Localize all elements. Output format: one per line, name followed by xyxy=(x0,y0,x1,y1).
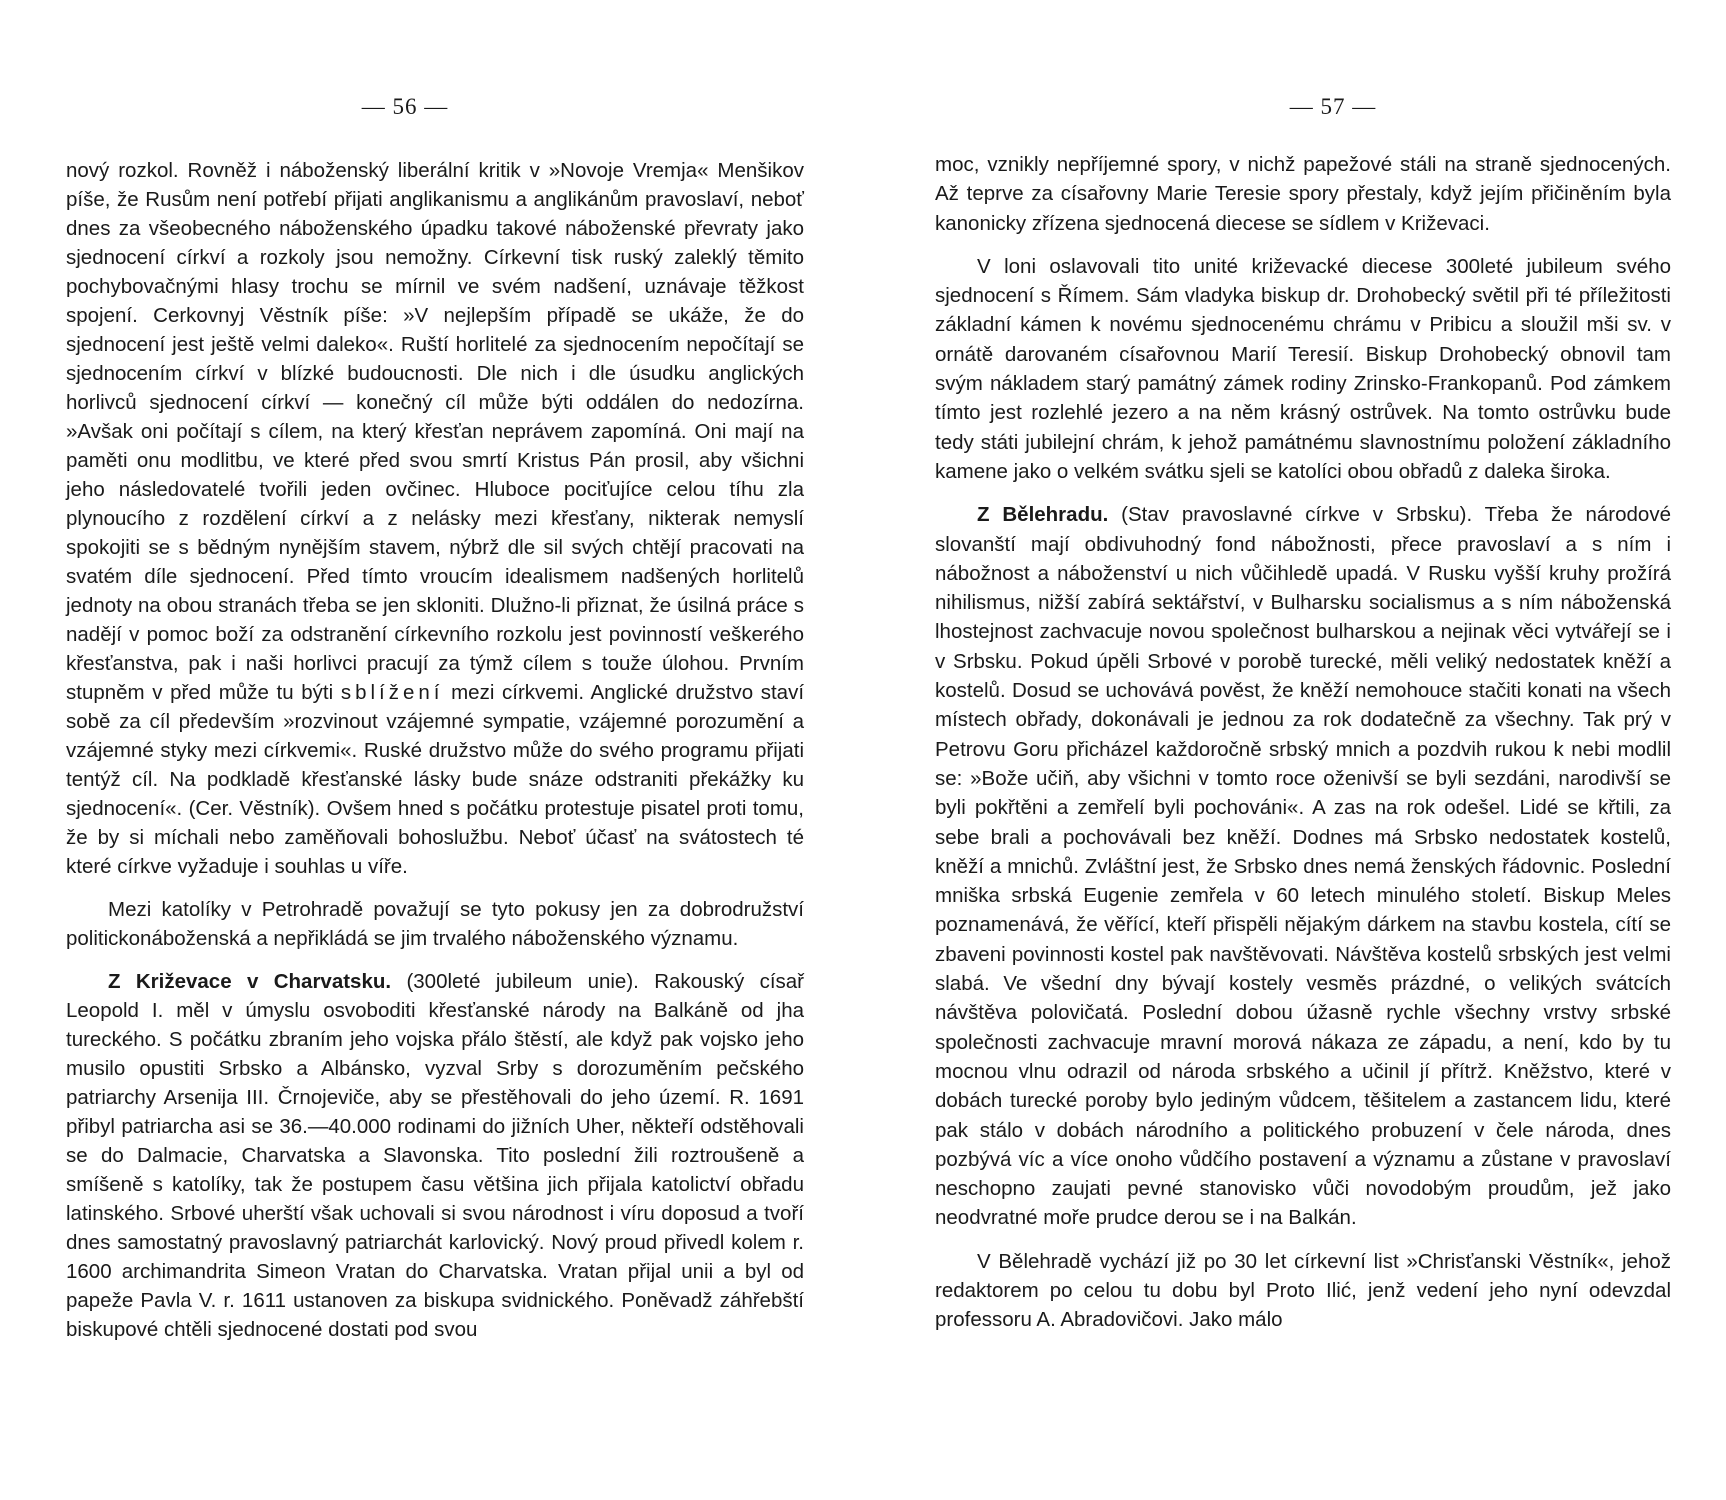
paragraph: V Bělehradě vychází již po 30 let církevní list »Chrisťanski Věstník«, jehož redaktorem po celou tu dobu byl Proto Ilić, jenž vedení jeho nyní odevzdal professoru A. Abradovičovi. Jako málo xyxy=(935,1249,1671,1332)
paragraph xyxy=(66,967,804,1344)
paragraph-text: nový rozkol. Rovněž i náboženský liberální kritik v »Novoje Vremja« Menšikov píše, že Rusům není potřebí přijati anglikanismu a anglikánům pravoslaví, neboť dnes za všeobecného náboženského úpadku takové náboženské převraty jako sjednocení církví a rozkoly jsou nemožny. Církevní tisk ruský zaleklý těmito pochybovačnými hlasy trochu se mírnil ve svém nadšení, uznávaje těžkost spojení. Cerkovnyj Věstník píše: »V nejlepším případě se ukáže, že do sjednocení jest ještě velmi daleko«. Ruští horlitelé za sjednocením nepočítají se sjednocením církví v blízké budoucnosti. Dle nich i dle úsudku anglických horlivců sjednocení církví — konečný cíl může býti oddálen do nedozírna. »Avšak oni počítají s cílem, na který křesťan neprávem zapomíná. Oni mají na paměti onu modlitbu, ve které před svou smrtí Kristus Pán prosil, aby všichni jeho následovatelé tvořili jeden ovčinec. Hluboce pociťujíce celou tíhu zla plynoucího z rozdělení církví a z nelásky mezi křesťany, nikterak nemyslí spokojiti se s bědným nynějším stavem, nýbrž dle sil svých chtějí pracovati na svatém díle sjednocení. Před tímto vroucím idealismem nadšených horlitelů jednoty na obou stranách třeba se jen skloniti. Dlužno-li přiznat, že úsilná práce s nadějí v pomoc boží za odstranění církevního rozkolu jest povinností veškerého křesťanstva, pak i naši horlivci pracují za týmž cílem s touže úlohou. Prvním stupněm v před může tu býti xyxy=(66,159,804,704)
paragraph-text: (Stav pravoslavné církve v Srbsku). Třeba že národové slovanští mají obdivuhodný fond nábožnosti, přece pravoslaví a s ním i nábožnost a náboženství u nich vůčihledě upadá. V Rusku vyšší kruhy prožírá nihilismus, nižší zabírá sektářství, v Bulharsku socialismus a s ním náboženská lhostejnost zachvacuje novou společnost bulharskou a nejinak věci vytvářejí se i v Srbsku. Pokud úpěli Srbové v porobě turecké, měli veliký nedostatek kněží a kostelů. Dosud se uchovává pověst, že kněží nemohouce stačiti konati na všech místech obřady, dokonávali je jednou za rok dodatečně za všechny. Tak prý v Petrovu Goru přicházel každoročně srbský mnich a pozdvih rukou k nebi modlil se: »Bože učiň, aby všichni v tomto roce oženivší se byli sezdáni, narodivší se byli pokřtěni a zemřelí byli pochováni«. A zas na rok odešel. Lidé se křtili, za sebe brali a pochovávali bez kněží. Dodnes má Srbsko nedostatek kostelů, kněží a mnichů. Zvláštní jest, že Srbsko dnes nemá ženských řádovnic. Poslední mniška srbská Eugenie zemřela v 60 letech minulého století. Biskup Meles poznamenává, že věřící, kteří přispěli nějakým dárkem na stavbu kostela, cítí se zbaveni povinnosti kostel pak navštěvovati. Návštěva kostelů srbských jest velmi slabá. Ve všední dny bývají kostely vesměs prázdné, o velikých svátcích návštěva polovičatá. Poslední dobou úžasně rychle všechny vrstvy srbské společnosti zachvacuje mravní morová nákaza ze západu, a není, kdo by tu mocnou vlnu odrazil od národa srbského a učinil jí přítrž. Kněžstvo, které v dobách turecké poroby bylo jediným vůdcem, těšitelem a zastancem lidu, které pak stálo v dobách národního a politického probuzení v čele národa, dnes pozbývá víc a více onoho vůdčího postavení a významu a zůstane v pravoslaví neschopno zaujati pevné stanovisko vůči novodobým proudům, jež jako neodvratné moře prudce derou se i na Balkán. xyxy=(935,503,1671,1230)
paragraph-text-continued: mezi církvemi. Anglické družstvo staví sobě za cíl především »rozvinout vzájemné sympatie, vzájemné porozumění a vzájemné styky mezi církvemi«. Ruské družstvo může do svého programu přijati tentýž cíl. Na podkladě křesťanské lásky bude snáze odstraniti překážky ku sjednocení«. (Cer. Věstník). Ovšem hned s počátku protestuje pisatel proti tomu, že by si míchali nebo zaměňovali bohoslužbu. Neboť účasť na svátostech té které církve vyžaduje i souhlas u víře. xyxy=(66,681,805,878)
spaced-word: sblížení xyxy=(340,681,444,704)
paragraph: Mezi katolíky v Petrohradě považují se tyto pokusy jen za dobrodružství politickonáboženská a nepřikládá se jim trvalého náboženského významu. xyxy=(66,898,804,950)
right-page-text xyxy=(935,150,1671,1349)
paragraph: V loni oslavovali tito unité križevacké diecese 300leté jubileum svého sjednocení s Římem. Sám vladyka biskup dr. Drohobecký světil při té příležitosti základní kámen k novému sjednocenému chrámu v Pribicu a sloužil mši sv. v ornátě darovaném císařovnou Marií Teresií. Biskup Drohobecký obnovil tam svým nákladem starý památný zámek rodiny Zrinsko-Frankopanů. Pod zámkem tímto jest rozlehlé jezero a na něm krásný ostrůvek. Na tomto ostrůvku bude tedy státi jubilejní chrám, k jehož památnému slavnostnímu položení základního kamene jako o velkém svátku sjeli se katolíci obou obřadů z daleka široka. xyxy=(935,254,1671,483)
section-heading: Z Bělehradu. xyxy=(977,503,1109,527)
left-page-text xyxy=(66,156,804,1358)
page-number-left: — 56 — xyxy=(361,94,449,119)
paragraph xyxy=(66,156,804,881)
paragraph: moc, vznikly nepříjemné spory, v nichž papežové stáli na straně sjednocených. Až teprve za císařovny Marie Teresie spory přestaly, když jejím přičiněním byla kanonicky zřízena sjednocená diecese se sídlem v Križevaci. xyxy=(935,153,1671,235)
section-heading: Z Križevace v Charvatsku. xyxy=(108,970,392,993)
page-number-right: — 57 — xyxy=(1289,94,1377,119)
paragraph-text: (300leté jubileum unie). Rakouský císař Leopold I. měl v úmyslu osvoboditi křesťanské národy na Balkáně od jha tureckého. S počátku zbraním jeho vojska přálo štěstí, ale když pak vojsko jeho musilo opustiti Srbsko a Albánsko, vyzval Srby s dorozuměním pečského patriarchy Arsenija III. Črnojeviče, aby se přestěhovali do jeho území. R. 1691 přibyl patriarcha asi se 36.—40.000 rodinami do jižních Uher, někteří odstěhovali se do Dalmacie, Charvatska a Slavonska. Tito poslední žili roztroušeně a smíšeně s katolíky, tak že postupem času většina jich přijala katolictví obřadu latinského. Srbové uherští však uchovali si svou národnost i víru doposud a tvoří dnes samostatný pravoslavný patriarchát karlovický. Nový proud přivedl kolem r. 1600 archimandrita Simeon Vratan do Charvatska. Vratan přijal unii a byl od papeže Pavla V. r. 1611 ustanoven za biskupa svidnického. Poněvadž záhřebští biskupové chtěli sjednocené dostati pod svou xyxy=(66,970,804,1341)
paragraph xyxy=(935,500,1671,1232)
